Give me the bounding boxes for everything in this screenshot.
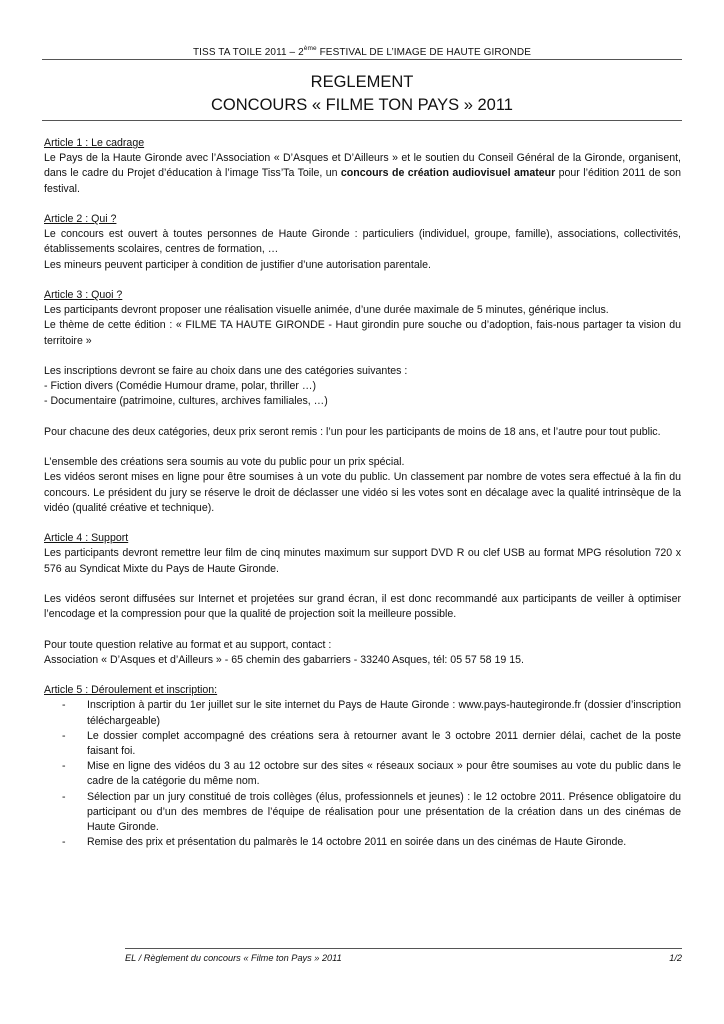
article-4-heading: Article 4 : Support bbox=[44, 532, 129, 545]
article-3-category-item: - Fiction divers (Comédie Humour drame, polar, thriller …) bbox=[44, 380, 316, 393]
article-3-paragraph: L’ensemble des créations sera soumis au vote du public pour un prix spécial. bbox=[44, 456, 405, 469]
article-1-text: Le Pays de la Haute Gironde avec l’Association « D’Asques et D’Ailleurs » et le soutien du Conseil Général de la Gironde, organisent, dans le cadre du Projet d’éducation à l’image Tiss’Ta Toile, un bbox=[44, 152, 681, 180]
running-header-text-end: FESTIVAL DE L’IMAGE DE HAUTE GIRONDE bbox=[316, 47, 532, 58]
article-5-heading: Article 5 : Déroulement et inscription: bbox=[44, 684, 218, 697]
article-2-paragraph: Le concours est ouvert à toutes personnes de Haute Gironde : particuliers (individuel, groupe, famille), associations, collectivités, établissements scolaires, centres de formation, … bbox=[44, 228, 681, 256]
article-3-paragraph: Les participants devront proposer une réalisation visuelle animée, d’une durée maximale de 5 minutes, générique inclus. bbox=[44, 304, 609, 317]
list-item-text: Remise des prix et présentation du palmarès le 14 octobre 2011 en soirée dans un des cinémas de Haute Gironde. bbox=[87, 836, 627, 849]
list-item bbox=[44, 759, 681, 789]
list-item-text: Mise en ligne des vidéos du 3 au 12 octobre sur des sites « réseaux sociaux » pour être soumises au vote du public dans le cadre de la catégorie du même nom. bbox=[87, 760, 681, 788]
list-item-text: Sélection par un jury constitué de trois collèges (élus, professionnels et jeunes) : le 12 octobre 2011. Présence obligatoire du participant ou d’un des membres de l’équipe de réalisation pour une présentation de la création dans un des cinémas de Haute Gironde. bbox=[87, 790, 681, 833]
list-item bbox=[44, 790, 681, 836]
page-footer bbox=[125, 953, 682, 963]
running-header-superscript: ème bbox=[303, 45, 317, 52]
list-dash: - bbox=[62, 790, 66, 803]
article-5-list bbox=[44, 698, 681, 850]
list-item-text: Inscription à partir du 1er juillet sur le site internet du Pays de Haute Gironde : www.pays-hautegironde.fr (dossier d’inscription téléchargeable) bbox=[87, 699, 681, 727]
article-1-text-end: pour l’édition 2011 de son festival. bbox=[44, 167, 681, 195]
footer-title: EL / Règlement du concours « Filme ton Pays » 2011 bbox=[125, 953, 342, 963]
article-1-heading: Article 1 : Le cadrage bbox=[44, 137, 145, 149]
article-4-paragraph: Les participants devront remettre leur film de cinq minutes maximum sur support DVD R ou clef USB au format MPG résolution 720 x 576 au Syndicat Mixte du Pays de Haute Gironde. bbox=[44, 547, 681, 575]
list-item bbox=[44, 698, 681, 728]
article-4-paragraph: Pour toute question relative au format et au support, contact : bbox=[44, 638, 332, 651]
article-1-paragraph bbox=[44, 151, 681, 197]
article-2-heading: Article 2 : Qui ? bbox=[44, 213, 117, 225]
page-number: 1/2 bbox=[669, 953, 682, 963]
title-line-2: CONCOURS « FILME TON PAYS » 2011 bbox=[211, 96, 513, 114]
article-3-paragraph: Les inscriptions devront se faire au choix dans une des catégories suivantes : bbox=[44, 365, 408, 377]
list-dash: - bbox=[62, 729, 66, 742]
header-rule bbox=[42, 59, 682, 60]
title-rule bbox=[42, 120, 682, 121]
list-item-text: Le dossier complet accompagné des créations sera à retourner avant le 3 octobre 2011 dernier délai, cachet de la poste faisant foi. bbox=[87, 729, 681, 757]
list-dash: - bbox=[62, 760, 66, 773]
article-1-bold-text: concours de création audiovisuel amateur bbox=[340, 167, 556, 180]
running-header-text: TISS TA TOILE 2011 – 2 bbox=[192, 47, 304, 58]
running-header bbox=[0, 45, 724, 58]
document-body bbox=[44, 136, 681, 850]
article-3-paragraph: Les vidéos seront mises en ligne pour être soumises à un vote du public. Un classement par nombre de votes sera effectué à la fin du concours. Le président du jury se réserve le droit de déclasser une vidéo si les votes sont en décalage avec la qualité intrinsèque de la vidéo (qualité créative et technique). bbox=[44, 471, 681, 514]
list-item bbox=[44, 835, 681, 850]
footer-rule bbox=[125, 948, 682, 949]
article-3-category-item: - Documentaire (patrimoine, cultures, archives familiales, …) bbox=[44, 395, 328, 408]
article-3-paragraph: Le thème de cette édition : « FILME TA HAUTE GIRONDE - Haut girondin pure souche ou d’adoption, fais-nous partager ta vision du territoire » bbox=[44, 319, 681, 347]
list-dash: - bbox=[62, 699, 66, 712]
article-3-heading: Article 3 : Quoi ? bbox=[44, 289, 123, 301]
list-item bbox=[44, 729, 681, 759]
title-line-1: REGLEMENT bbox=[310, 73, 414, 91]
article-4-contact: Association « D’Asques et d’Ailleurs » - 65 chemin des gabarriers - 33240 Asques, tél: 05 57 58 19 15. bbox=[44, 653, 524, 666]
article-4-paragraph: Les vidéos seront diffusées sur Internet et projetées sur grand écran, il est donc recommandé aux participants de veiller à optimiser l’encodage et la compression pour que la qualité de projection soit la meilleure possible. bbox=[44, 592, 681, 621]
article-2-paragraph: Les mineurs peuvent participer à condition de justifier d’une autorisation parentale. bbox=[44, 258, 431, 271]
list-dash: - bbox=[62, 836, 66, 849]
article-3-paragraph: Pour chacune des deux catégories, deux prix seront remis : l’un pour les participants de moins de 18 ans, et l’autre pour tout public. bbox=[44, 425, 661, 438]
